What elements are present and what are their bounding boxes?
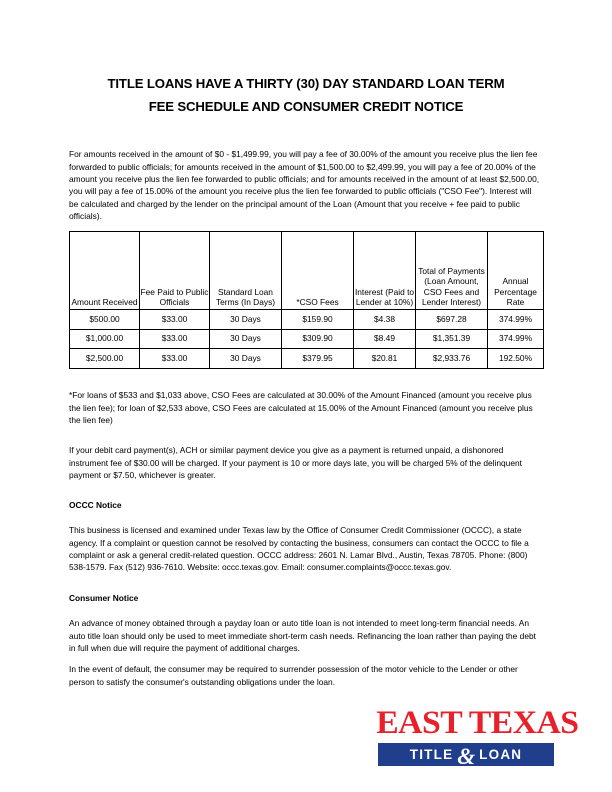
- consumer-notice-heading: Consumer Notice: [69, 593, 139, 603]
- consumer-notice-body-first: An advance of money obtained through a payday loan or auto title loan is not intended to meet long-term financial needs. An auto title loan should only be used to meet immediate short-term cash needs. Refinancing the loan rather than paying the debt in full when due will require the payment of additional charges.: [69, 618, 536, 654]
- cell-standard-loan-terms: 30 Days: [210, 349, 282, 369]
- cell-interest: $4.38: [354, 310, 416, 330]
- cell-fee-paid-public-officials: $33.00: [140, 329, 210, 349]
- cell-amount-received: $1,000.00: [70, 329, 140, 349]
- column-header-standard-loan-terms: Standard Loan Terms (In Days): [210, 232, 282, 310]
- company-logo: [376, 705, 579, 769]
- occc-notice-body: This business is licensed and examined under Texas law by the Office of Consumer Credit Commissioner (OCCC), a state agency. If a complaint or question cannot be resolved by contacting the business, consumers can contact the OCCC to file a complaint or ask a general credit-related question. OCCC address: 2601 N. Lamar Blvd., Austin, Texas 78705. Phone: (800) 538-1579. Fax (512) 936-7610. Website: occc.texas.gov. Email: consumer.complaints@occc.texas.gov.: [69, 525, 529, 573]
- cell-total-of-payments: $697.28: [416, 310, 488, 330]
- column-header-amount-received: Amount Received: [70, 232, 140, 310]
- table-row: [70, 310, 544, 330]
- page-title-line-1: TITLE LOANS HAVE A THIRTY (30) DAY STANDARD LOAN TERM: [107, 76, 505, 91]
- cell-annual-percentage-rate: 374.99%: [488, 329, 544, 349]
- cell-interest: $20.81: [354, 349, 416, 369]
- column-header-cso-fees: *CSO Fees: [282, 232, 354, 310]
- cso-fee-footnote: *For loans of $533 and $1,033 above, CSO Fees are calculated at 30.00% of the Amount Financed (amount you receive plus the lien fee); for loan of $2,533 above, CSO Fees are calculated at 15.00% of the Amount Financed (amount you receive plus the lien fee): [69, 390, 533, 426]
- table-row: [70, 349, 544, 369]
- logo-ampersand-icon: &: [457, 744, 476, 769]
- page-title: [60, 72, 552, 118]
- column-header-fee-paid-public-officials: Fee Paid to Public Officials: [140, 232, 210, 310]
- logo-tagline-bar: [378, 743, 554, 769]
- cell-interest: $8.49: [354, 329, 416, 349]
- logo-tagline-title: TITLE: [409, 746, 454, 762]
- table-row: [70, 329, 544, 349]
- page-title-line-2: FEE SCHEDULE AND CONSUMER CREDIT NOTICE: [148, 99, 464, 114]
- column-header-annual-percentage-rate: Annual Percentage Rate: [488, 232, 544, 310]
- cell-standard-loan-terms: 30 Days: [210, 310, 282, 330]
- fee-schedule-table: [69, 231, 544, 369]
- cell-standard-loan-terms: 30 Days: [210, 329, 282, 349]
- dishonored-instrument-paragraph: If your debit card payment(s), ACH or similar payment device you give as a payment is returned unpaid, a dishonored instrument fee of $30.00 will be charged. If your payment is 10 or more days late, you will be charged 5% of the delinquent payment or $7.50, whichever is greater.: [69, 445, 522, 481]
- occc-notice-heading: OCCC Notice: [69, 500, 122, 510]
- cell-cso-fees: $159.90: [282, 310, 354, 330]
- cell-total-of-payments: $2,933.76: [416, 349, 488, 369]
- logo-company-name: EAST TEXAS: [376, 705, 579, 741]
- cell-amount-received: $2,500.00: [70, 349, 140, 369]
- cell-annual-percentage-rate: 374.99%: [488, 310, 544, 330]
- cell-amount-received: $500.00: [70, 310, 140, 330]
- cell-total-of-payments: $1,351.39: [416, 329, 488, 349]
- intro-paragraph: For amounts received in the amount of $0 - $1,499.99, you will pay a fee of 30.00% of the amount you receive plus the lien fee forwarded to public officials; for amounts received in the amount of $1,500.00 to $2,499.99, you will pay a fee of 20.00% of the amount you receive plus the lien fee forwarded to public officials; and for amounts received in the amount of at least $2,500.00, you will pay a fee of 15.00% of the amount you receive plus the lien fee forwarded to public officials ("CSO Fee"). Interest will be calculated and charged by the lender on the principal amount of the Loan (Amount that you receive + fee paid to public officials).: [69, 149, 540, 222]
- consumer-notice-body-second: In the event of default, the consumer may be required to surrender possession of the motor vehicle to the Lender or other person to satisfy the consumer's outstanding obligations under the loan.: [69, 664, 518, 687]
- cell-fee-paid-public-officials: $33.00: [140, 349, 210, 369]
- column-header-total-of-payments: Total of Payments (Loan Amount, CSO Fees and Lender Interest): [416, 232, 488, 310]
- cell-cso-fees: $379.95: [282, 349, 354, 369]
- table-header-row: [70, 232, 544, 310]
- cell-fee-paid-public-officials: $33.00: [140, 310, 210, 330]
- logo-tagline-loan: LOAN: [479, 746, 523, 762]
- column-header-interest: Interest (Paid to Lender at 10%): [354, 232, 416, 310]
- cell-annual-percentage-rate: 192.50%: [488, 349, 544, 369]
- cell-cso-fees: $309.90: [282, 329, 354, 349]
